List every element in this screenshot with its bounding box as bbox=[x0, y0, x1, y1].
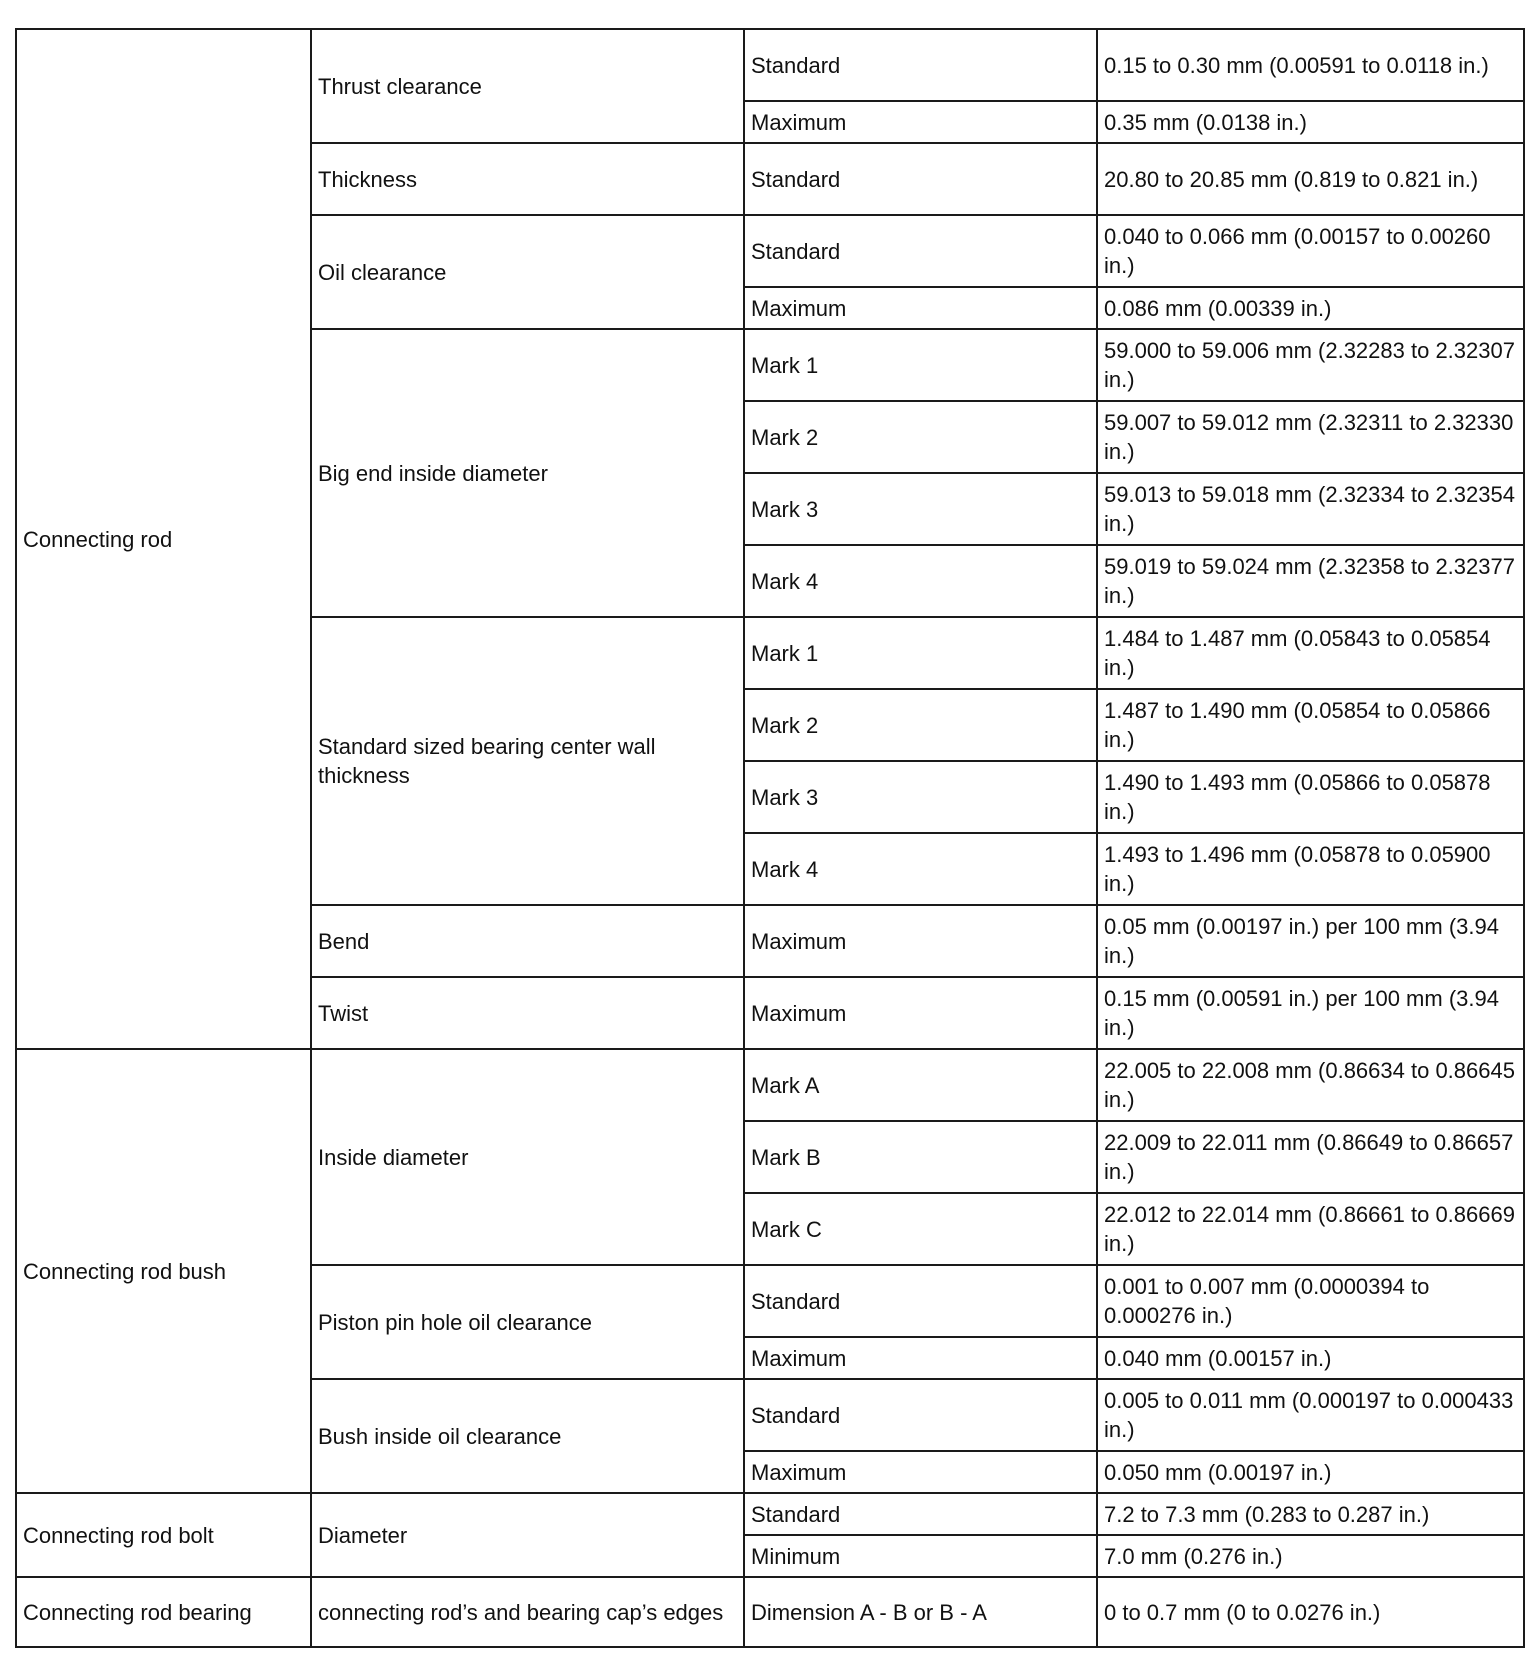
item-cell: Piston pin hole oil clearance bbox=[311, 1265, 744, 1379]
value-cell: 0.15 mm (0.00591 in.) per 100 mm (3.94 in.) bbox=[1097, 977, 1524, 1049]
table-row bbox=[16, 1577, 1524, 1647]
condition-cell: Standard bbox=[744, 1265, 1097, 1337]
item-cell: connecting rod’s and bearing cap’s edges bbox=[311, 1577, 744, 1647]
item-cell: Diameter bbox=[311, 1493, 744, 1577]
item-cell: Thickness bbox=[311, 143, 744, 215]
condition-cell: Mark B bbox=[744, 1121, 1097, 1193]
condition-cell: Mark 2 bbox=[744, 401, 1097, 473]
condition-cell: Mark 2 bbox=[744, 689, 1097, 761]
item-cell: Bend bbox=[311, 905, 744, 977]
component-cell: Connecting rod bearing bbox=[16, 1577, 311, 1647]
value-cell: 0.15 to 0.30 mm (0.00591 to 0.0118 in.) bbox=[1097, 29, 1524, 101]
item-cell: Bush inside oil clearance bbox=[311, 1379, 744, 1493]
condition-cell: Standard bbox=[744, 215, 1097, 287]
condition-cell: Mark 3 bbox=[744, 473, 1097, 545]
table-row bbox=[16, 29, 1524, 101]
value-cell: 59.019 to 59.024 mm (2.32358 to 2.32377 in.) bbox=[1097, 545, 1524, 617]
connecting-rod-spec-table bbox=[15, 28, 1525, 1648]
item-cell: Big end inside diameter bbox=[311, 329, 744, 617]
value-cell: 0.05 mm (0.00197 in.) per 100 mm (3.94 in.) bbox=[1097, 905, 1524, 977]
component-cell: Connecting rod bush bbox=[16, 1049, 311, 1493]
condition-cell: Mark 1 bbox=[744, 617, 1097, 689]
value-cell: 7.2 to 7.3 mm (0.283 to 0.287 in.) bbox=[1097, 1493, 1524, 1535]
condition-cell: Maximum bbox=[744, 287, 1097, 329]
condition-cell: Standard bbox=[744, 29, 1097, 101]
condition-cell: Mark 1 bbox=[744, 329, 1097, 401]
item-cell: Oil clearance bbox=[311, 215, 744, 329]
condition-cell: Standard bbox=[744, 1379, 1097, 1451]
value-cell: 1.493 to 1.496 mm (0.05878 to 0.05900 in.) bbox=[1097, 833, 1524, 905]
table-row bbox=[16, 1493, 1524, 1535]
value-cell: 0.086 mm (0.00339 in.) bbox=[1097, 287, 1524, 329]
condition-cell: Maximum bbox=[744, 905, 1097, 977]
table-row bbox=[16, 1049, 1524, 1121]
value-cell: 7.0 mm (0.276 in.) bbox=[1097, 1535, 1524, 1577]
component-cell: Connecting rod bbox=[16, 29, 311, 1049]
value-cell: 1.487 to 1.490 mm (0.05854 to 0.05866 in.) bbox=[1097, 689, 1524, 761]
condition-cell: Standard bbox=[744, 143, 1097, 215]
item-cell: Inside diameter bbox=[311, 1049, 744, 1265]
value-cell: 22.012 to 22.014 mm (0.86661 to 0.86669 in.) bbox=[1097, 1193, 1524, 1265]
component-cell: Connecting rod bolt bbox=[16, 1493, 311, 1577]
condition-cell: Mark 4 bbox=[744, 545, 1097, 617]
value-cell: 22.009 to 22.011 mm (0.86649 to 0.86657 in.) bbox=[1097, 1121, 1524, 1193]
value-cell: 20.80 to 20.85 mm (0.819 to 0.821 in.) bbox=[1097, 143, 1524, 215]
condition-cell: Minimum bbox=[744, 1535, 1097, 1577]
value-cell: 1.490 to 1.493 mm (0.05866 to 0.05878 in.) bbox=[1097, 761, 1524, 833]
value-cell: 0.040 to 0.066 mm (0.00157 to 0.00260 in.) bbox=[1097, 215, 1524, 287]
condition-cell: Maximum bbox=[744, 977, 1097, 1049]
item-cell: Twist bbox=[311, 977, 744, 1049]
item-cell: Thrust clearance bbox=[311, 29, 744, 143]
value-cell: 59.013 to 59.018 mm (2.32334 to 2.32354 in.) bbox=[1097, 473, 1524, 545]
condition-cell: Maximum bbox=[744, 1451, 1097, 1493]
value-cell: 0 to 0.7 mm (0 to 0.0276 in.) bbox=[1097, 1577, 1524, 1647]
value-cell: 22.005 to 22.008 mm (0.86634 to 0.86645 in.) bbox=[1097, 1049, 1524, 1121]
value-cell: 1.484 to 1.487 mm (0.05843 to 0.05854 in.) bbox=[1097, 617, 1524, 689]
value-cell: 0.050 mm (0.00197 in.) bbox=[1097, 1451, 1524, 1493]
value-cell: 0.005 to 0.011 mm (0.000197 to 0.000433 in.) bbox=[1097, 1379, 1524, 1451]
item-cell: Standard sized bearing center wall thickness bbox=[311, 617, 744, 905]
condition-cell: Maximum bbox=[744, 101, 1097, 143]
spec-table-container bbox=[15, 28, 1525, 1648]
condition-cell: Mark 3 bbox=[744, 761, 1097, 833]
condition-cell: Mark A bbox=[744, 1049, 1097, 1121]
condition-cell: Dimension A - B or B - A bbox=[744, 1577, 1097, 1647]
condition-cell: Mark C bbox=[744, 1193, 1097, 1265]
condition-cell: Maximum bbox=[744, 1337, 1097, 1379]
value-cell: 59.000 to 59.006 mm (2.32283 to 2.32307 in.) bbox=[1097, 329, 1524, 401]
value-cell: 0.001 to 0.007 mm (0.0000394 to 0.000276 in.) bbox=[1097, 1265, 1524, 1337]
condition-cell: Mark 4 bbox=[744, 833, 1097, 905]
value-cell: 0.040 mm (0.00157 in.) bbox=[1097, 1337, 1524, 1379]
value-cell: 59.007 to 59.012 mm (2.32311 to 2.32330 in.) bbox=[1097, 401, 1524, 473]
value-cell: 0.35 mm (0.0138 in.) bbox=[1097, 101, 1524, 143]
condition-cell: Standard bbox=[744, 1493, 1097, 1535]
